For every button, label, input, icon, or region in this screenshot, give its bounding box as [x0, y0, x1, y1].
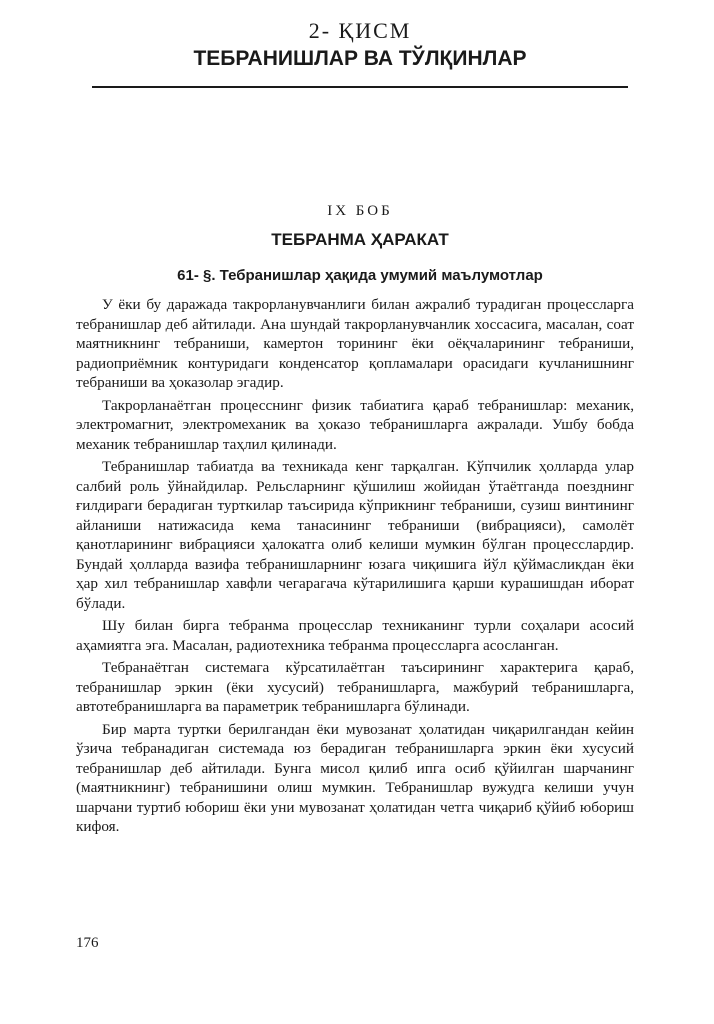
- paragraph: Тебранишлар табиатда ва техникада кенг тарқалган. Кўпчилик ҳолларда улар салбий роль ўйнайдилар. Рельсларнинг қўшилиш жойидан ўтаётганда поезднинг ғилдираги берадиган турткилар таъсирида кўприкнинг тебраниши, сузиш винтининг айланиши натижасида кема танасининг тебраниши (вибрацияси), самолёт қанотларининг вибрацияси ҳалокатга олиб келиши мумкин бўлган процесслардир. Бундай ҳолларда вазифа тебранишларнинг юзага чиқишига йўл қўймасликдан ёки ҳар хил тебранишлар хавфли чегарагача кўтарилишига қарши курашишдан иборат бўлади.: [76, 458, 634, 612]
- section-title: 61- §. Тебранишлар ҳақида умумий маълумотлар: [177, 267, 543, 284]
- page-number: 176: [76, 935, 99, 951]
- chapter-title: ТЕБРАНМА ҲАРАКАТ: [271, 230, 449, 249]
- part-number: 2- ҚИСМ: [308, 18, 412, 43]
- part-title: ТЕБРАНИШЛАР ВА ТЎЛҚИНЛАР: [193, 47, 527, 70]
- chapter-heading: [95, 200, 625, 252]
- paragraph: Тебранаётган системага кўрсатилаётган таъсирининг характерига қараб, тебранишлар эркин (ёки хусусий) тебранишларга, мажбурий тебранишларга, автотебранишларга ва параметрик тебранишларга бўлинади.: [76, 659, 634, 715]
- paragraph: Бир марта туртки берилгандан ёки мувозанат ҳолатидан чиқарилгандан кейин ўзича тебранадиган системада юз берадиган тебранишларга эркин ёки хусусий тебранишлар деб айтилади. Бунга мисол қилиб ипга осиб қўйилган шарчанинг (маятникнинг) тебранишини олиш мумкин. Тебранишлар вужудга келиши учун шарчани туртиб юбориш ёки уни мувозанат ҳолатидан четга чиқариб қўйиб юбориш кифоя.: [76, 720, 634, 835]
- paragraph: Такрорланаётган процесснинг физик табиатига қараб тебранишлар: механик, электромагнит, электромеханик ва ҳоказо тебранишларга ажралади. Ушбу бобда механик тебранишлар таҳлил қилинади.: [76, 396, 634, 453]
- header-rule: [92, 86, 628, 88]
- paragraph: У ёки бу даражада такрорланувчанлиги билан ажралиб турадиган процессларга тебранишлар деб айтилади. Ана шундай такрорланувчанлик хоссасига, масалан, соат маятникнинг тебраниши, камертон торининг ёки оёқчаларининг тебраниши, радиоприёмник контуридаги конденсатор қопламалари орасидаги кучланишнинг тебраниши ва ҳоказолар эгадир.: [76, 296, 634, 391]
- paragraph: Шу билан бирга тебранма процесслар техникaнинг турли соҳалари асосий аҳамиятга эга. Масалан, радиотехника тебранма процессларга асосланган.: [76, 617, 634, 654]
- body-text: [76, 295, 634, 840]
- chapter-number: IX БОБ: [327, 203, 393, 219]
- part-header: [95, 18, 625, 72]
